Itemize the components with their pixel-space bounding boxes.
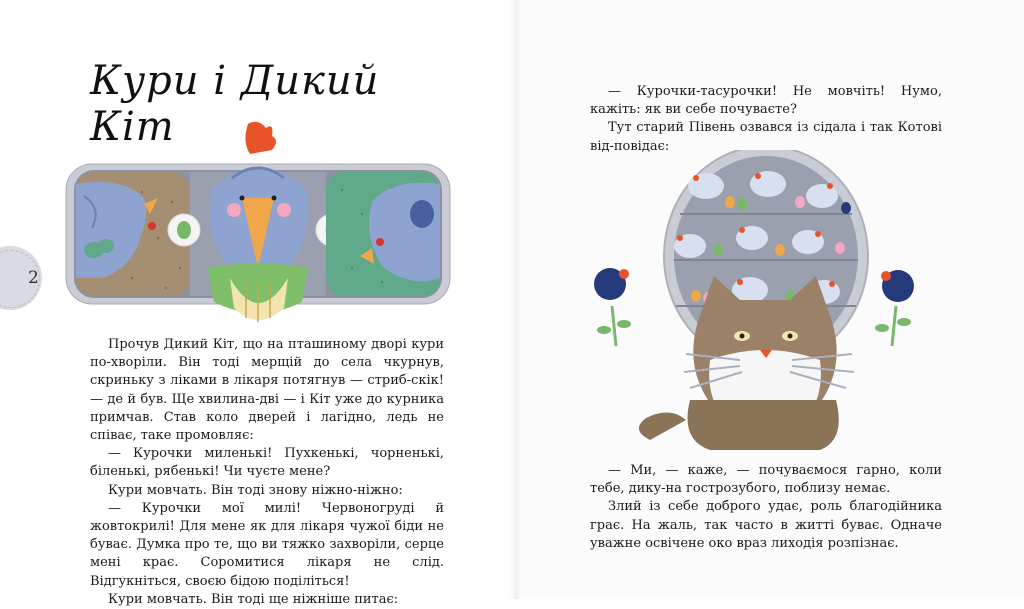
cat-at-henhouse-illustration (590, 150, 930, 456)
left-page (0, 0, 512, 607)
paragraph: Злий із себе доброго удає, роль благодійника грає. На жаль, так часто в житті буває. Одначе уважне освічене око враз лиходія розпізнає. (590, 499, 942, 551)
paragraph: Прочув Дикий Кіт, що на пташиному дворі кури по-хворіли. Він тоді мерщій до села чкурнув, скриньку з ліками в лікаря потягнув — стриб-скік! — де й був. Ще хвилина-дві — і Кіт уже до курника примчав. Став коло дверей і лагідно, ледь не співає, таке промовляє: (90, 337, 444, 444)
paragraph: — Курочки мої милі! Червоногруді й жовтокрилі! Для мене як для лікаря чужої біди не буває. Думка про те, що ви тяжко захворіли, серце мені крає. Соромитися лікаря не слід. Відгукніться, своєю бідою поділіться! (90, 500, 444, 589)
paragraph: Кури мовчать. Він тоді знову ніжно-ніжно: (108, 482, 403, 498)
right-page-top-text (590, 83, 942, 156)
paragraph: — Курочки-тасурочки! Не мовчіть! Нумо, кажіть: як ви себе почуваєте? (590, 84, 942, 118)
page-number: 2 (28, 268, 39, 288)
left-page-text (90, 336, 444, 609)
story-title: Кури і Дикий Кіт (90, 58, 380, 150)
paragraph: — Ми, — каже, — почуваємося гарно, коли тебе, дику-на гострозубого, поблизу немає. (590, 463, 942, 497)
paragraph: Кури мовчать. Він тоді ще ніжніше питає: (108, 591, 399, 607)
hens-and-rooster-illustration (62, 118, 454, 330)
paragraph: — Курочки миленькі! Пухкенькі, чорненькі, біленькі, рябенькі! Чи чуєте мене? (90, 446, 444, 480)
right-page-bottom-text (590, 462, 942, 553)
paragraph: Тут старий Півень озвався із сідала і так Котові від-повідає: (590, 120, 942, 154)
